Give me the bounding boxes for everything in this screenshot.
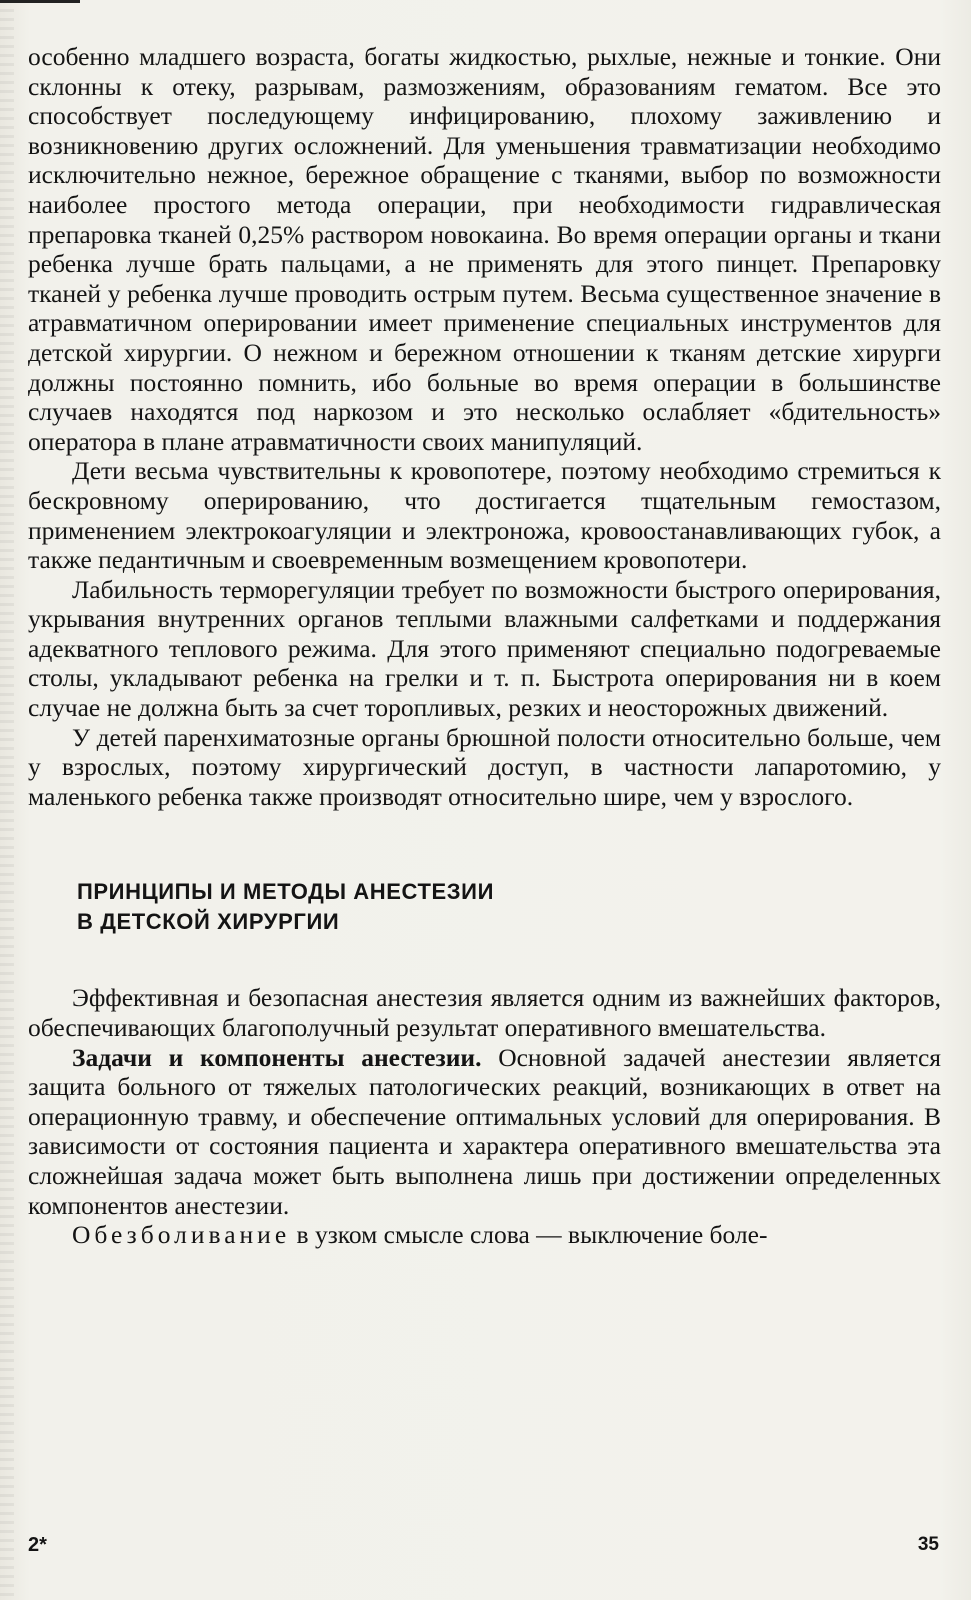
paragraph-thermoregulation: Лабильность терморегуляции требует по возможности быстрого оперирования, укрывания внутренних органов теплыми влажными салфетками и поддержания адекватного теплового режима. Для этого применяют специально подогреваемые столы, укладывают ребенка на грелки и т. п. Быстрота оперирования ни в коем случае не должна быть за счет торопливых, резких и неосторожных движений. — [28, 574, 941, 723]
section-heading-line-2: В ДЕТСКОЙ ХИРУРГИИ — [77, 909, 340, 935]
page-number: 35 — [917, 1534, 939, 1555]
section-heading — [77, 877, 941, 937]
run-in-heading: Задачи и компоненты анестезии. — [72, 1042, 482, 1072]
paragraph-anesthesia-intro: Эффективная и безопасная анестезия является одним из важнейших факторов, обеспечивающих благополучный результат оперативного вмешательства. — [28, 983, 941, 1043]
paragraph-anesthesia-tasks-text: Основной задачей анестезии является защита больного от тяжелых патологических реакций, возникающих в ответ на операционную травму, и обеспечение оптимальных условий для оперирования. В зависимости от состояния пациента и характера оперативного вмешательства эта сложнейшая задача может быть выполнена лишь при достижении определенных компонентов анестезии. — [28, 1042, 942, 1220]
page-footer — [28, 1534, 941, 1566]
paragraph-surgical-access: У детей паренхиматозные органы брюшной полости относительно больше, чем у взрослых, поэтому хирургический доступ, в частности лапаротомию, у маленького ребенка также производят относительно шире, чем у взрослого. — [28, 722, 941, 811]
paragraph-anesthesia-tasks — [28, 1043, 941, 1221]
paragraph-tissue-handling: особенно младшего возраста, богаты жидкостью, рыхлые, нежные и тонкие. Они склонны к отеку, разрывам, размозжениям, образованиям гематом. Все это способствует последующему инфицированию, плохому заживлению и возникновению других осложнений. Для уменьшения травматизации необходимо исключительно нежное, бережное обращение с тканями, выбор по возможности наиболее простого метода операции, при необходимости гидравлическая препаровка тканей 0,25% раствором новокаина. Во время операции органы и ткани ребенка лучше брать пальцами, а не применять для этого пинцет. Препаровку тканей у ребенка лучше проводить острым путем. Весьма существенное значение в атравматичном оперировании имеет применение специальных инструментов для детской хирургии. О нежном и бережном отношении к тканям детские хирурги должны постоянно помнить, ибо больные во время операции в большинстве случаев находятся под наркозом и это несколько ослабляет «бдительность» оператора в плане атравматичности своих манипуляций. — [28, 42, 941, 456]
section-heading-line-1: ПРИНЦИПЫ И МЕТОДЫ АНЕСТЕЗИИ — [77, 879, 495, 905]
paragraph-analgesia — [28, 1220, 941, 1250]
paragraph-blood-loss: Дети весьма чувствительны к кровопотере, поэтому необходимо стремиться к бескровному оперированию, что достигается тщательным гемостазом, применением электрокоагуляции и электроножа, кровоостанавливающих губок, а также педантичным и своевременным возмещением кровопотери. — [28, 456, 941, 575]
paragraph-analgesia-text: в узком смысле слова — выключение боле- — [290, 1220, 768, 1250]
page-content — [28, 42, 941, 1250]
signature-mark: 2* — [28, 1534, 47, 1556]
spaced-term: Обезболивание — [72, 1220, 291, 1250]
spacer — [28, 937, 941, 983]
spacer — [28, 811, 941, 877]
scan-edge-shadow — [0, 0, 14, 1600]
top-rule — [0, 0, 80, 3]
